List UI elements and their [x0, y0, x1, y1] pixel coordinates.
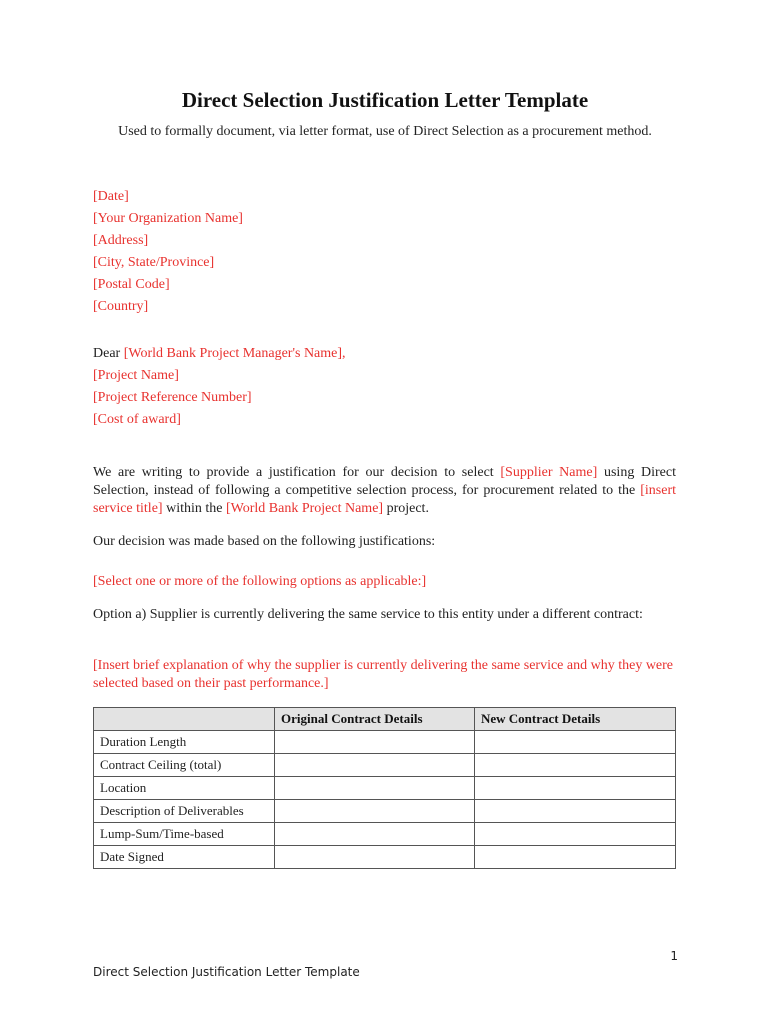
- address-block: [93, 186, 243, 318]
- table-row: [94, 754, 676, 777]
- salutation-cost: [Cost of award]: [93, 412, 181, 427]
- table-row: [94, 823, 676, 846]
- address-country: [Country]: [93, 299, 149, 314]
- table-header-blank: [94, 708, 275, 731]
- original-cell: [275, 777, 475, 800]
- original-cell: [275, 731, 475, 754]
- service-title-placeholder: [insert service title]: [93, 483, 676, 516]
- table-header-original: Original Contract Details: [275, 708, 475, 731]
- paragraph-text: using Direct Selection, instead of following a competitive selection process, for procurement related to the: [93, 465, 676, 498]
- paragraph-text: within the: [162, 501, 226, 516]
- document-title: Direct Selection Justification Letter Template: [181, 88, 589, 112]
- new-cell: [475, 731, 676, 754]
- salutation-project-name: [Project Name]: [93, 368, 179, 383]
- row-label: Duration Length: [94, 731, 275, 754]
- row-label: Description of Deliverables: [94, 800, 275, 823]
- justification-paragraph: [93, 464, 676, 518]
- supplier-name-placeholder: [Supplier Name]: [500, 465, 598, 480]
- salutation-recipient: [World Bank Project Manager's Name],: [123, 346, 346, 361]
- address-city: [City, State/Province]: [93, 255, 215, 270]
- paragraph-text: We are writing to provide a justification for our decision to select: [93, 465, 501, 480]
- original-cell: [275, 754, 475, 777]
- page-number: 1: [670, 949, 678, 963]
- row-label: Lump-Sum/Time-based: [94, 823, 275, 846]
- row-label: Date Signed: [94, 846, 275, 869]
- options-instruction: [Select one or more of the following options as applicable:]: [93, 574, 427, 589]
- new-cell: [475, 846, 676, 869]
- table-header-new: New Contract Details: [475, 708, 676, 731]
- salutation-line: [93, 343, 346, 365]
- salutation-project-reference: [Project Reference Number]: [93, 390, 252, 405]
- decision-paragraph: Our decision was made based on the following justifications:: [93, 534, 436, 549]
- row-label: Contract Ceiling (total): [94, 754, 275, 777]
- option-a-explanation-placeholder: [Insert brief explanation of why the supplier is currently delivering the same service and why they were selected based on their past performance.]: [93, 658, 674, 691]
- project-name-placeholder: [World Bank Project Name]: [225, 501, 384, 516]
- table-row: [94, 777, 676, 800]
- document-subtitle: Used to formally document, via letter format, use of Direct Selection as a procurement method.: [118, 124, 652, 139]
- address-organization: [Your Organization Name]: [93, 211, 243, 226]
- table-row: [94, 800, 676, 823]
- new-cell: [475, 754, 676, 777]
- new-cell: [475, 823, 676, 846]
- original-cell: [275, 846, 475, 869]
- table-row: [94, 731, 676, 754]
- address-postal-code: [Postal Code]: [93, 277, 170, 292]
- page-footer: Direct Selection Justification Letter Template: [93, 965, 360, 979]
- contract-details-table: [93, 707, 676, 869]
- original-cell: [275, 800, 475, 823]
- original-cell: [275, 823, 475, 846]
- new-cell: [475, 800, 676, 823]
- salutation-prefix: Dear: [93, 346, 124, 361]
- address-street: [Address]: [93, 233, 149, 248]
- paragraph-text: project.: [383, 501, 429, 516]
- table-row: [94, 846, 676, 869]
- new-cell: [475, 777, 676, 800]
- address-date: [Date]: [93, 189, 129, 204]
- row-label: Location: [94, 777, 275, 800]
- table-header-row: [94, 708, 676, 731]
- salutation-block: [93, 343, 346, 431]
- option-a-paragraph: Option a) Supplier is currently delivering the same service to this entity under a different contract:: [93, 607, 643, 622]
